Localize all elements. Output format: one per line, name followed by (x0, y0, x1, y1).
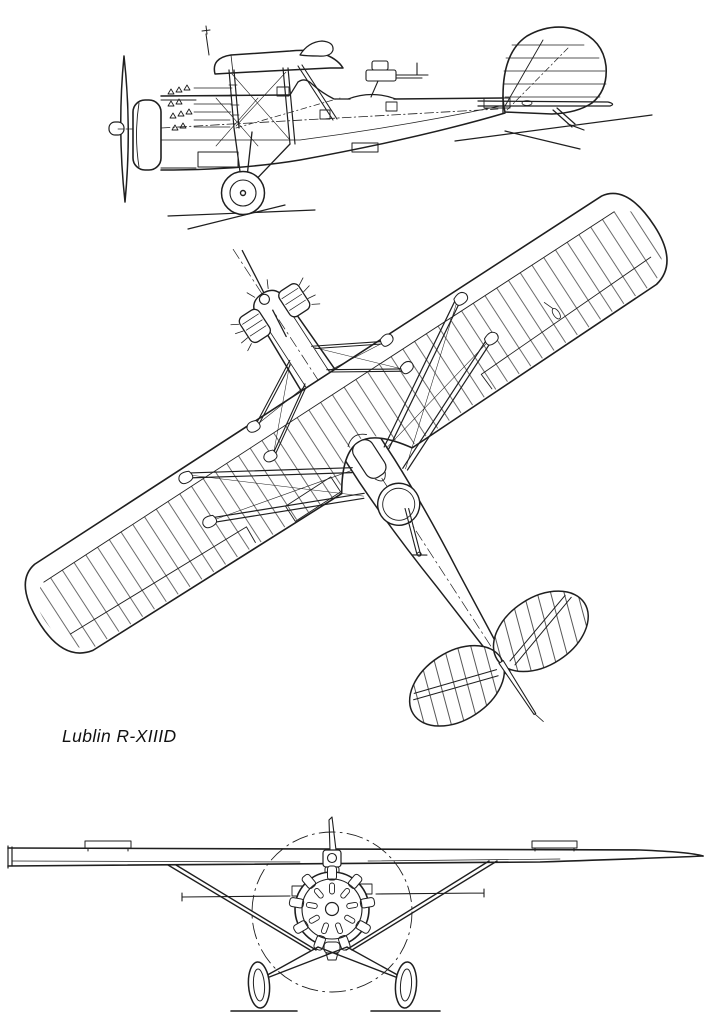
tail-skid (553, 108, 584, 130)
plan-view (0, 50, 719, 923)
wing-fitting-left (85, 841, 131, 848)
fuselage-side (118, 80, 505, 170)
propeller-blade-front (329, 817, 336, 850)
wing-plan (11, 181, 684, 670)
side-view (109, 26, 652, 229)
wing-fitting-right (532, 841, 577, 848)
spinner-hub (109, 122, 124, 135)
drawing-ink (0, 26, 719, 1011)
anemometer-mast (202, 26, 210, 55)
exhaust-stubs (168, 85, 192, 130)
wing-side (202, 26, 343, 74)
caption-label: Lublin R-XIIID (62, 726, 177, 746)
cowl-panel-lines (194, 88, 232, 127)
landing-gear-front (231, 947, 440, 1011)
landing-gear-side (222, 128, 291, 215)
front-spar-line (44, 212, 614, 582)
rudder-ribs (504, 45, 606, 97)
engine-cowl-side (133, 100, 161, 170)
wing-ribs (27, 200, 679, 665)
tailplane-plan (395, 575, 603, 743)
wing-front (8, 841, 703, 868)
front-view (8, 817, 703, 1011)
machine-gun-side (366, 61, 428, 97)
